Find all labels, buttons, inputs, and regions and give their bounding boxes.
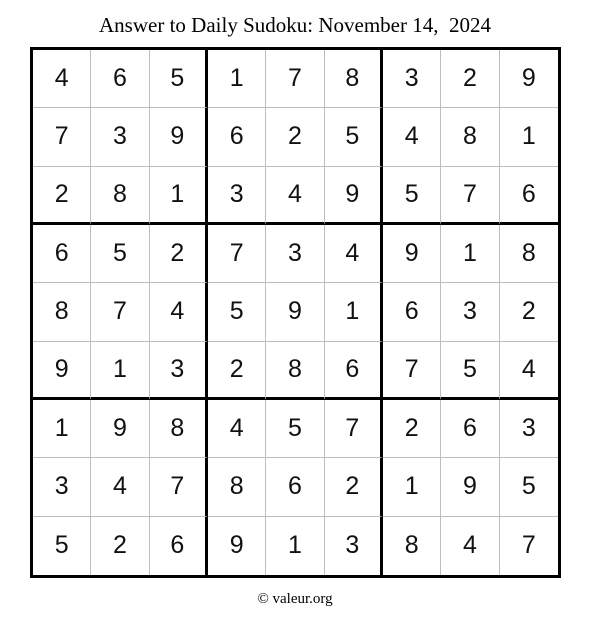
sudoku-cell-r4-c4: 7 — [208, 225, 266, 283]
sudoku-cell-r9-c9: 7 — [521, 531, 536, 560]
page-title: Answer to Daily Sudoku: November 14, 2024 — [99, 13, 491, 37]
sudoku-cell-r2-c1: 7 — [33, 108, 91, 166]
sudoku-cell-r8-c6: 2 — [325, 458, 383, 516]
sudoku-cell-r2-c4: 6 — [208, 108, 266, 166]
sudoku-cell-r1-c9: 9 — [500, 50, 558, 108]
sudoku-cell-r8-c1: 3 — [33, 458, 91, 516]
sudoku-cell-r1-c8: 2 — [441, 50, 499, 108]
sudoku-cell-r1-c2: 6 — [91, 50, 149, 108]
sudoku-cell-r9-c7: 8 — [383, 517, 441, 575]
sudoku-cell-r6-c1: 9 — [33, 342, 91, 400]
sudoku-cell-r6-c5: 8 — [266, 342, 324, 400]
sudoku-cell-r1-c3: 5 — [150, 50, 208, 108]
sudoku-cell-r9-c3: 6 — [150, 517, 208, 575]
sudoku-cell-r3-c7: 5 — [383, 167, 441, 225]
sudoku-cell-r6-c7: 7 — [383, 342, 441, 400]
sudoku-cell-r6-c4: 2 — [208, 342, 266, 400]
sudoku-cell-r2-c8: 8 — [441, 108, 499, 166]
sudoku-cell-r1-c1: 4 — [33, 50, 91, 108]
sudoku-cell-r7-c2: 9 — [91, 400, 149, 458]
sudoku-cell-r6-c6: 6 — [325, 342, 383, 400]
sudoku-cell-r8-c7: 1 — [383, 458, 441, 516]
sudoku-cell-r5-c2: 7 — [91, 283, 149, 341]
sudoku-cell-r4-c5: 3 — [266, 225, 324, 283]
sudoku-cell-r4-c2: 5 — [91, 225, 149, 283]
sudoku-cell-r1-c5: 7 — [266, 50, 324, 108]
sudoku-cell-r7-c6: 7 — [325, 400, 383, 458]
sudoku-cell-r3-c8: 7 — [441, 167, 499, 225]
sudoku-cell-r1-c4: 1 — [208, 50, 266, 108]
sudoku-cell-r3-c3: 1 — [150, 167, 208, 225]
sudoku-cell-r2-c6: 5 — [325, 108, 383, 166]
sudoku-cell-r4-c9: 8 — [500, 225, 558, 283]
sudoku-cell-r8-c5: 6 — [266, 458, 324, 516]
sudoku-cell-r5-c6: 1 — [325, 283, 383, 341]
sudoku-cell-r4-c3: 2 — [150, 225, 208, 283]
sudoku-cell-r8-c8: 9 — [441, 458, 499, 516]
sudoku-cell-r5-c1: 8 — [33, 283, 91, 341]
sudoku-cell-r3-c1: 2 — [33, 167, 91, 225]
sudoku-cell-r7-c5: 5 — [266, 400, 324, 458]
sudoku-cell-r9-c4: 9 — [208, 517, 266, 575]
sudoku-cell-r4-c6: 4 — [325, 225, 383, 283]
sudoku-cell-r2-c5: 2 — [266, 108, 324, 166]
sudoku-cell-r5-c4: 5 — [208, 283, 266, 341]
sudoku-cell-r5-c3: 4 — [150, 283, 208, 341]
sudoku-cell-r7-c9: 3 — [500, 400, 558, 458]
sudoku-cell-r3-c4: 3 — [208, 167, 266, 225]
sudoku-cell-r6-c8: 5 — [441, 342, 499, 400]
sudoku-cell-r9-c5: 1 — [266, 517, 324, 575]
sudoku-cell-r8-c9: 5 — [500, 458, 558, 516]
sudoku-cell-r2-c9: 1 — [500, 108, 558, 166]
sudoku-cell-r2-c3: 9 — [150, 108, 208, 166]
sudoku-cell-r3-c6: 9 — [325, 167, 383, 225]
copyright-footer: © valeur.org — [257, 591, 333, 607]
sudoku-cell-r6-c2: 1 — [91, 342, 149, 400]
sudoku-cell-r4-c8: 1 — [441, 225, 499, 283]
sudoku-cell-r9-c1: 5 — [33, 517, 91, 575]
sudoku-cell-r5-c8: 3 — [441, 283, 499, 341]
sudoku-cell-r7-c3: 8 — [150, 400, 208, 458]
sudoku-cell-r5-c9: 2 — [500, 283, 558, 341]
sudoku-cell-r3-c2: 8 — [91, 167, 149, 225]
sudoku-cell-r7-c7: 2 — [383, 400, 441, 458]
sudoku-cell-r6-c9: 4 — [500, 342, 558, 400]
sudoku-cell-r5-c7: 6 — [383, 283, 441, 341]
sudoku-cell-r4-c7: 9 — [383, 225, 441, 283]
sudoku-cell-r7-c4: 4 — [208, 400, 266, 458]
sudoku-cell-r2-c7: 4 — [383, 108, 441, 166]
sudoku-cell-r7-c1: 1 — [33, 400, 91, 458]
sudoku-grid — [30, 47, 561, 578]
sudoku-cell-r9-c6: 3 — [325, 517, 383, 575]
sudoku-cell-r7-c8: 6 — [441, 400, 499, 458]
sudoku-cell-r9-c2: 2 — [91, 517, 149, 575]
sudoku-cell-r5-c5: 9 — [266, 283, 324, 341]
sudoku-cell-r3-c5: 4 — [266, 167, 324, 225]
sudoku-cell-r2-c2: 3 — [91, 108, 149, 166]
sudoku-cell-r1-c7: 3 — [383, 50, 441, 108]
sudoku-cell-r3-c9: 6 — [500, 167, 558, 225]
sudoku-cell-r8-c4: 8 — [208, 458, 266, 516]
sudoku-cell-r1-c6: 8 — [325, 50, 383, 108]
sudoku-cell-r8-c2: 4 — [91, 458, 149, 516]
sudoku-cell-r6-c3: 3 — [150, 342, 208, 400]
sudoku-cell-r8-c3: 7 — [150, 458, 208, 516]
sudoku-cell-r4-c1: 6 — [33, 225, 91, 283]
sudoku-cell-r9-c8: 4 — [441, 517, 499, 575]
